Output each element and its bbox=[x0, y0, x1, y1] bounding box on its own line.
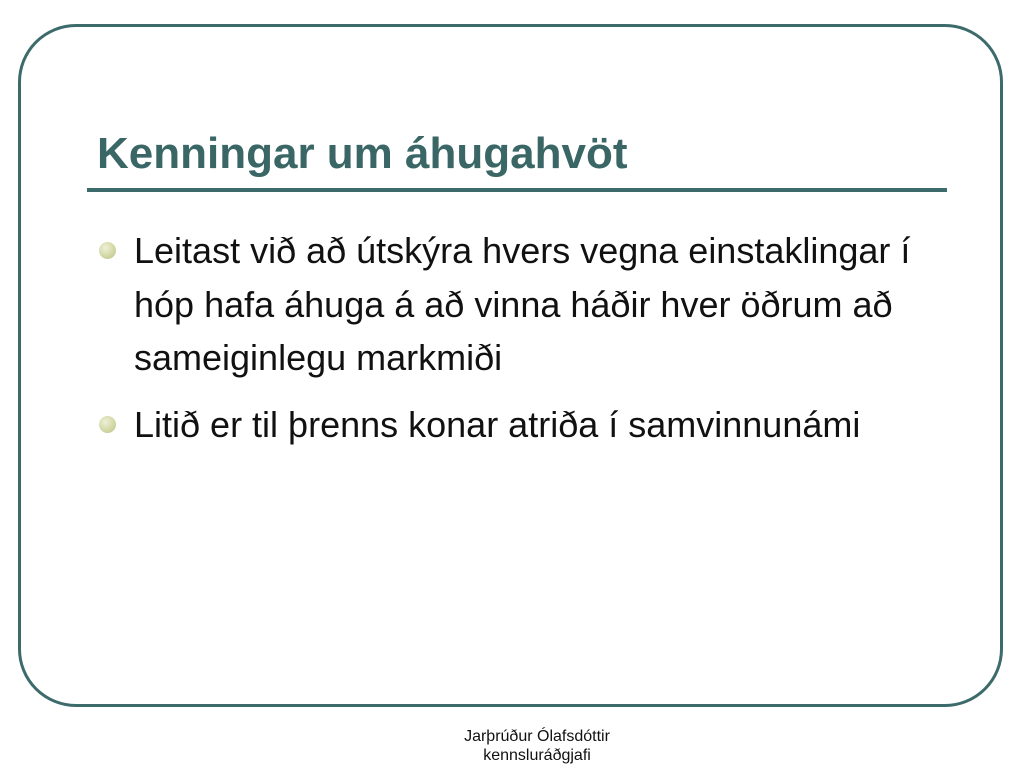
bullet-text: Leitast við að útskýra hvers vegna einstaklingar í hóp hafa áhuga á að vinna háðir hver öðrum að sameiginlegu markmiði bbox=[134, 230, 911, 378]
bullet-list bbox=[96, 224, 926, 464]
bullet-text: Litið er til þrenns konar atriða í samvinnunámi bbox=[134, 403, 861, 445]
footer-role: kennsluráðgjafi bbox=[483, 747, 591, 764]
footer-author: Jarþrúður Ólafsdóttir bbox=[464, 728, 610, 745]
bullet-dot-icon bbox=[99, 416, 116, 433]
slide-title: Kenningar um áhugahvöt bbox=[97, 129, 628, 178]
bullet-item bbox=[96, 398, 926, 452]
bullet-dot-icon bbox=[99, 242, 116, 259]
slide-footer bbox=[400, 727, 674, 765]
bullet-item bbox=[96, 224, 926, 385]
title-underline bbox=[87, 188, 947, 192]
